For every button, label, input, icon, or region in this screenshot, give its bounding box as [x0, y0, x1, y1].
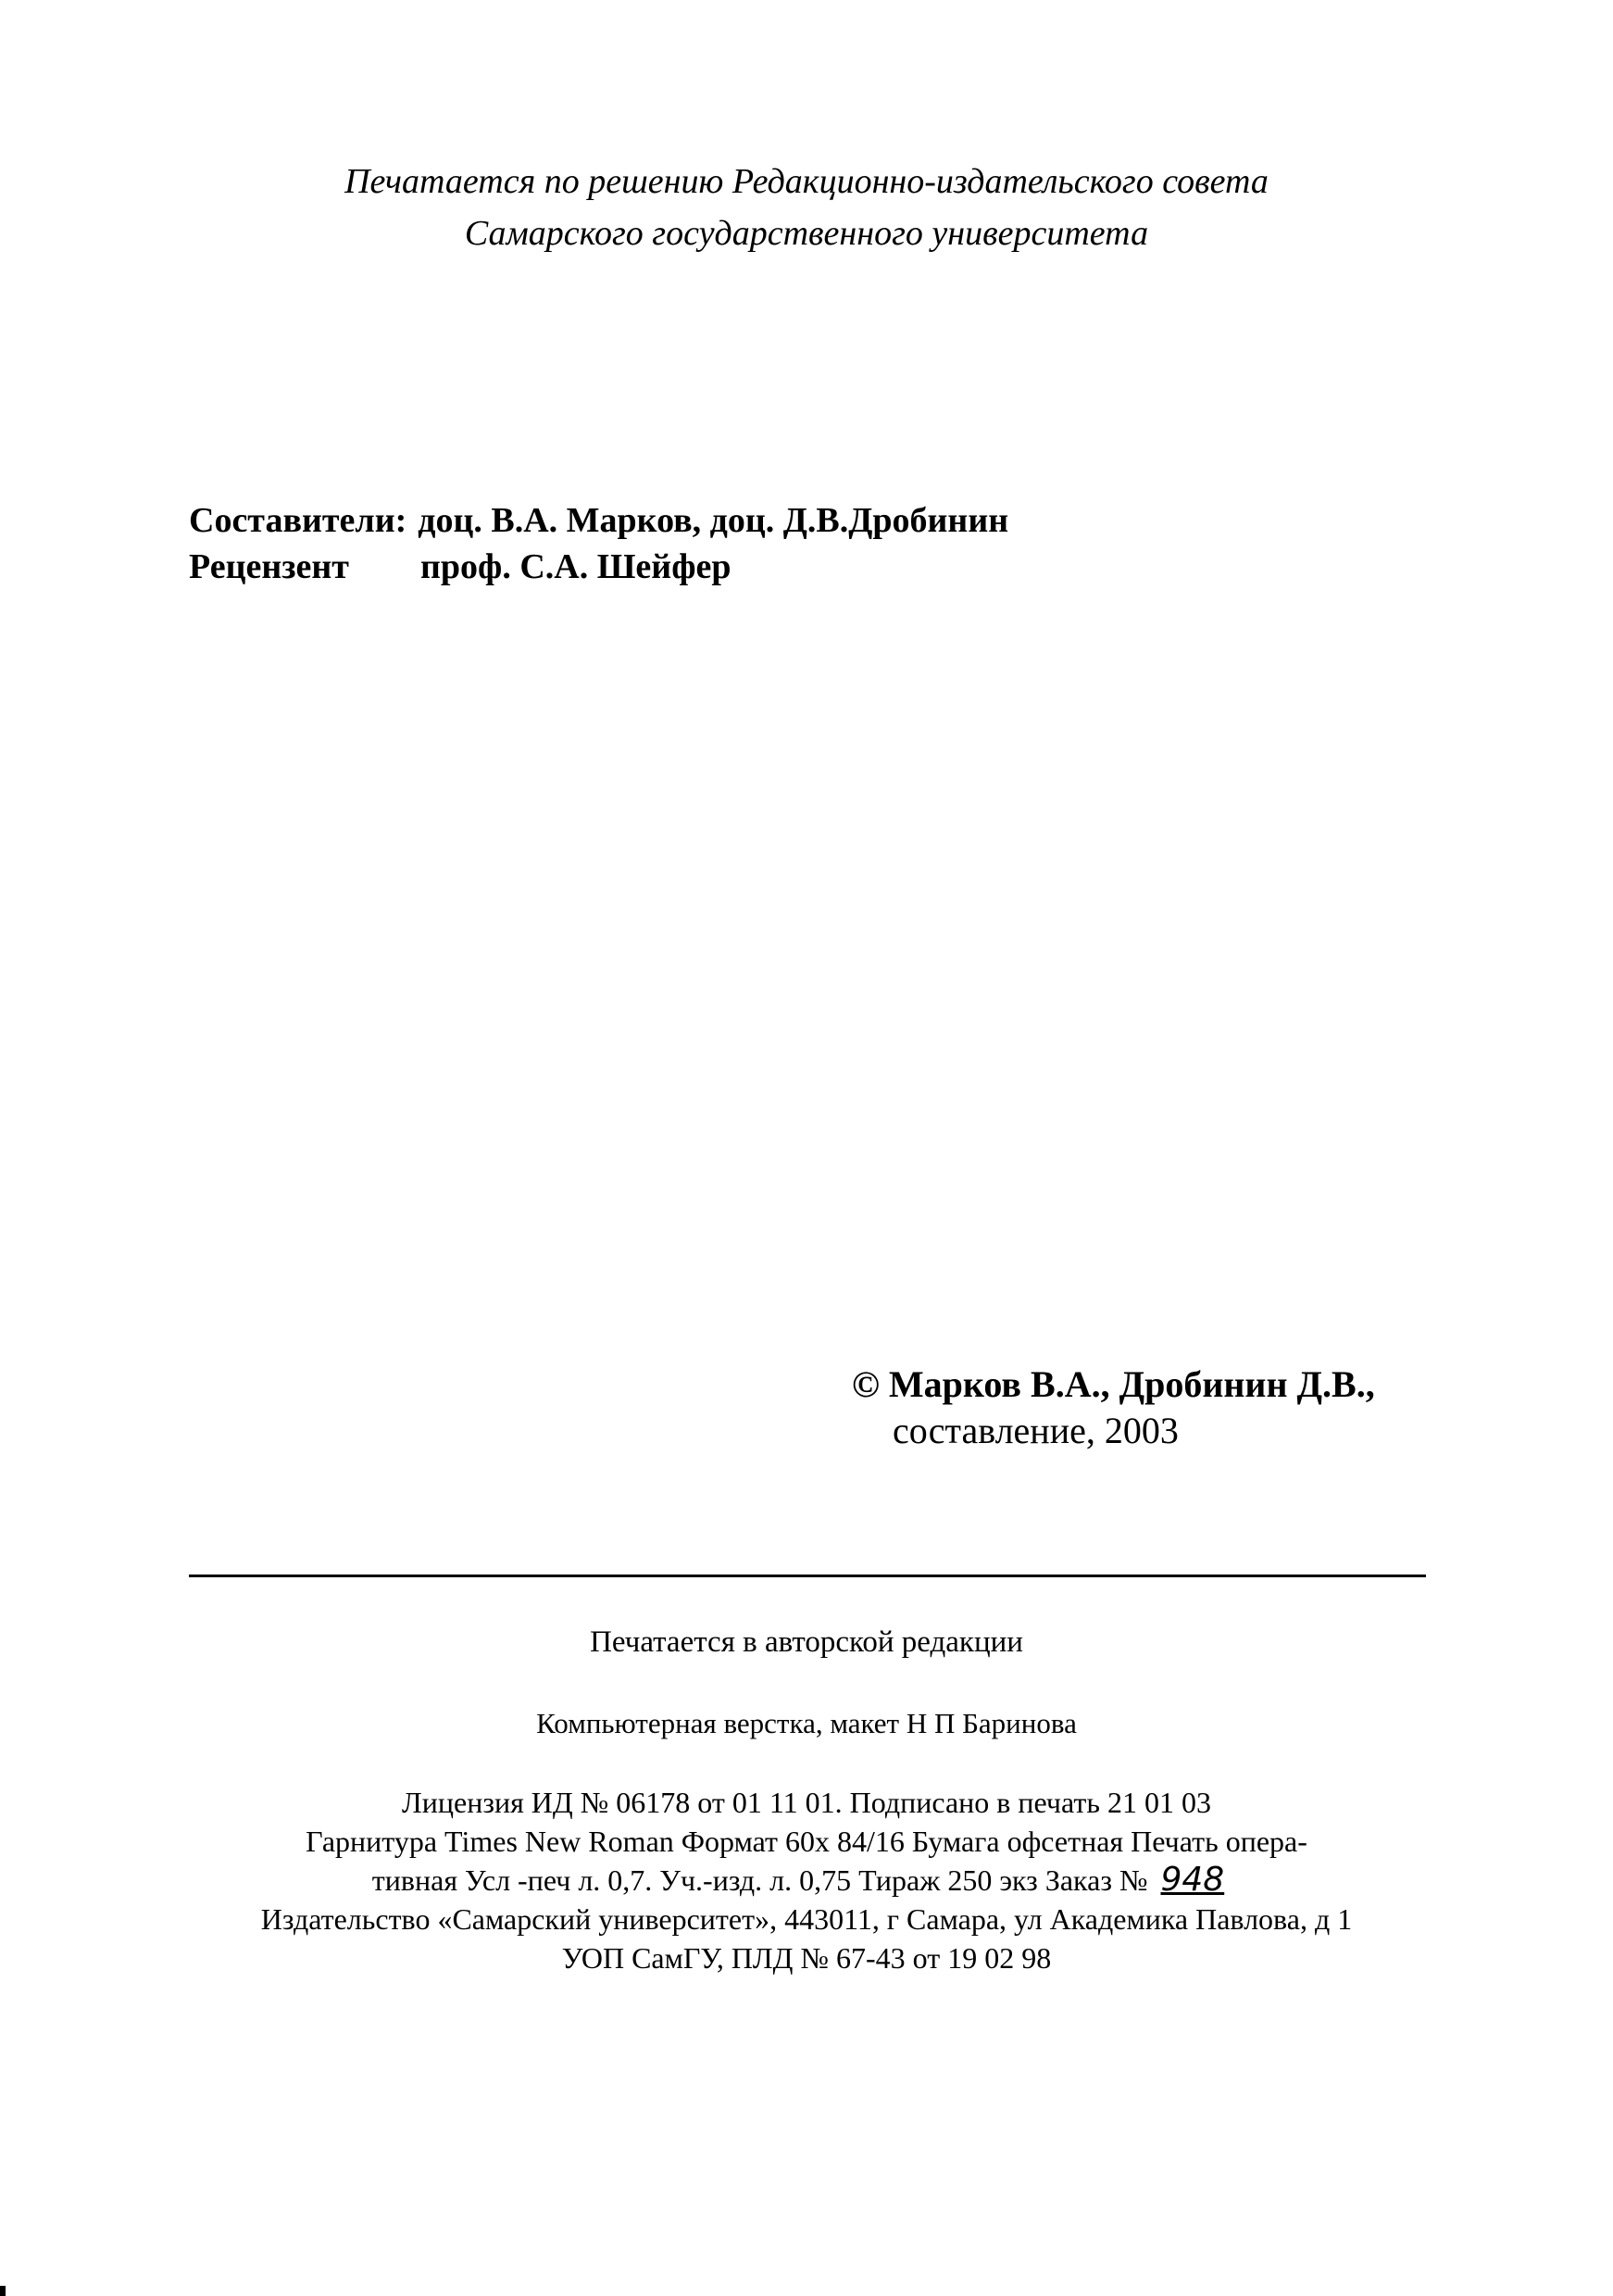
print-line — [0, 1861, 1613, 1900]
copyright-holders: © Марков В.А., Дробинин Д.В., — [852, 1363, 1375, 1405]
compilers-row — [189, 497, 1008, 544]
compilers-names: доц. В.А. Марков, доц. Д.В.Дробинин — [418, 501, 1009, 540]
copyright-block — [852, 1361, 1375, 1454]
credits-block — [189, 497, 1008, 590]
imprint-details — [0, 1783, 1613, 1977]
approval-line-2: Самарского государственного университета — [464, 214, 1149, 253]
reviewer-row — [189, 544, 1008, 590]
format-line: Гарнитура Times New Roman Формат 60x 84/16 Бумага офсетная Печать опера- — [306, 1825, 1307, 1858]
edition-note: Печатается в авторской редакции — [590, 1625, 1023, 1659]
publisher-line: Издательство «Самарский университет», 443011, г Самара, ул Академика Павлова, д 1 — [260, 1902, 1353, 1936]
copyright-note: составление, 2003 — [893, 1410, 1179, 1451]
order-number-handwritten: 948 — [1160, 1861, 1225, 1899]
approval-line-1: Печатается по решению Редакционно-издательского совета — [344, 162, 1269, 201]
license-line: Лицензия ИД № 06178 от 01 11 01. Подписано в печать 21 01 03 — [402, 1786, 1211, 1819]
compilers-label: Составители: — [189, 501, 407, 540]
divider-rule — [189, 1575, 1426, 1577]
print-line-text: тивная Усл -печ л. 0,7. Уч.-изд. л. 0,75 Тираж 250 экз Заказ № — [371, 1863, 1148, 1897]
reviewer-name: проф. С.А. Шейфер — [420, 547, 731, 586]
layout-credit: Компьютерная верстка, макет Н П Баринова — [536, 1707, 1077, 1739]
press-line: УОП СамГУ, ПЛД № 67-43 от 19 02 98 — [561, 1941, 1052, 1975]
scan-edge-mark — [0, 2286, 6, 2296]
reviewer-label: Рецензент — [189, 547, 349, 586]
publication-approval-header — [0, 156, 1613, 259]
